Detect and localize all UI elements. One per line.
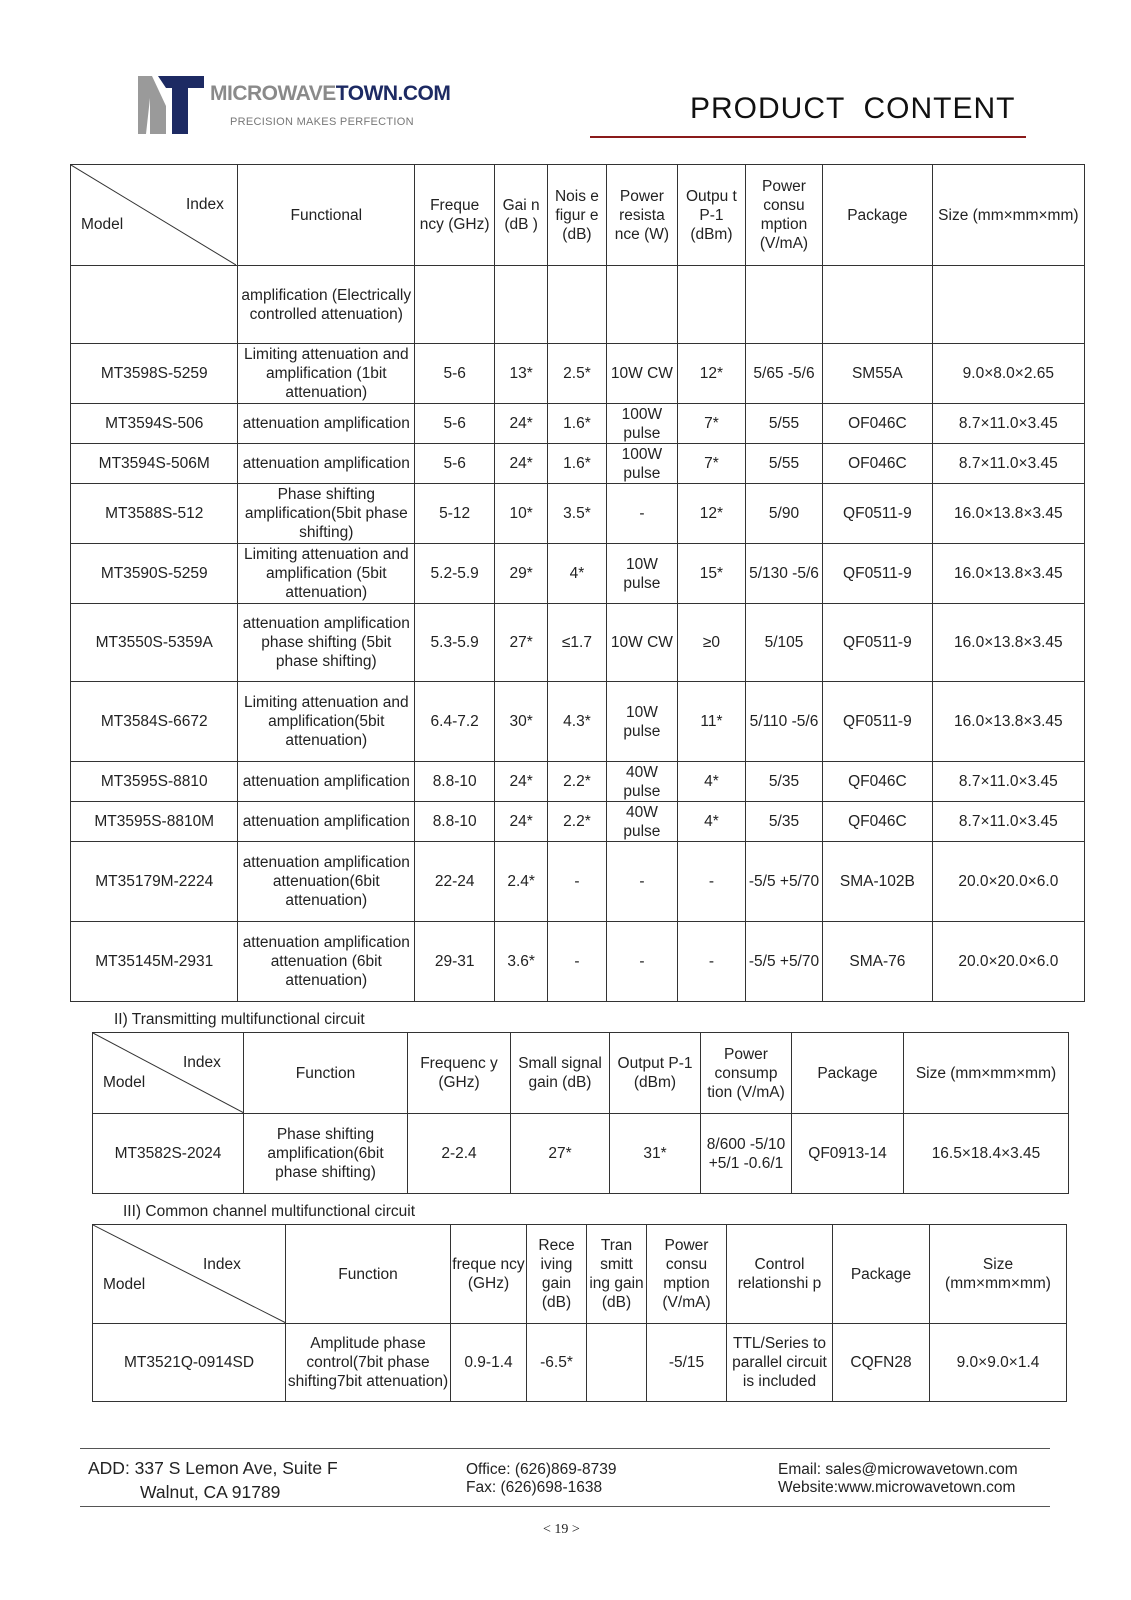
table-cell: 12* bbox=[677, 484, 745, 544]
column-header: Gai n (dB ) bbox=[495, 165, 548, 266]
column-header: Function bbox=[286, 1225, 451, 1324]
table-cell: 30* bbox=[495, 682, 548, 762]
table-cell: 29* bbox=[495, 544, 548, 604]
table-cell: 8.7×11.0×3.45 bbox=[932, 444, 1084, 484]
table-header-row bbox=[93, 1033, 1069, 1114]
table-cell: - bbox=[606, 484, 677, 544]
column-header: Tran smitt ing gain (dB) bbox=[587, 1225, 647, 1324]
diagonal-line bbox=[93, 1225, 286, 1323]
table-cell: 100W pulse bbox=[606, 404, 677, 444]
table-cell: 5.2-5.9 bbox=[415, 544, 495, 604]
table-cell: 31* bbox=[610, 1114, 701, 1194]
table-cell: 100W pulse bbox=[606, 444, 677, 484]
table-cell: 1.6* bbox=[548, 444, 607, 484]
table-cell: 1.6* bbox=[548, 404, 607, 444]
logo-tagline: PRECISION MAKES PERFECTION bbox=[230, 116, 414, 128]
column-header: Control relationshi p bbox=[727, 1225, 833, 1324]
table-row bbox=[71, 802, 1085, 842]
table-cell: 4* bbox=[677, 802, 745, 842]
table-cell: attenuation amplification phase shifting (5bit phase shifting) bbox=[238, 604, 415, 682]
table-cell: 5/105 bbox=[745, 604, 822, 682]
table-cell: ≥0 bbox=[677, 604, 745, 682]
company-logo bbox=[138, 72, 451, 142]
table-cell: 24* bbox=[495, 444, 548, 484]
table-cell: 8.7×11.0×3.45 bbox=[932, 802, 1084, 842]
table-cell: 24* bbox=[495, 404, 548, 444]
table-cell: 24* bbox=[495, 802, 548, 842]
model-cell: MT3594S-506M bbox=[71, 444, 238, 484]
footer-address-line2: Walnut, CA 91789 bbox=[140, 1482, 281, 1502]
model-cell: MT3584S-6672 bbox=[71, 682, 238, 762]
table-cell: OF046C bbox=[823, 444, 933, 484]
model-cell: MT3595S-8810 bbox=[71, 762, 238, 802]
table-cell: 8.7×11.0×3.45 bbox=[932, 404, 1084, 444]
table-cell: 16.0×13.8×3.45 bbox=[932, 484, 1084, 544]
table-row bbox=[71, 404, 1085, 444]
model-cell: MT3595S-8810M bbox=[71, 802, 238, 842]
table-row bbox=[71, 344, 1085, 404]
table-cell: - bbox=[606, 842, 677, 922]
table-cell: 10W pulse bbox=[606, 682, 677, 762]
table-body bbox=[93, 1114, 1069, 1194]
table-row bbox=[71, 682, 1085, 762]
table-cell: - bbox=[677, 922, 745, 1002]
footer-website: Website:www.microwavetown.com bbox=[778, 1479, 1016, 1496]
table-cell bbox=[823, 266, 933, 344]
table-cell: CQFN28 bbox=[833, 1324, 930, 1402]
model-cell: MT3598S-5259 bbox=[71, 344, 238, 404]
table-cell: 10W CW bbox=[606, 344, 677, 404]
table-cell: 27* bbox=[495, 604, 548, 682]
section-title-transmitting: II) Transmitting multifunctional circuit bbox=[114, 1011, 365, 1028]
table-row bbox=[93, 1324, 1067, 1402]
table-cell: 16.0×13.8×3.45 bbox=[932, 544, 1084, 604]
table-cell: 6.4-7.2 bbox=[415, 682, 495, 762]
column-header: Output P-1 (dBm) bbox=[610, 1033, 701, 1114]
index-label: Index bbox=[183, 1054, 221, 1071]
table-cell: 5/55 bbox=[745, 444, 822, 484]
footer-address-line1: ADD: 337 S Lemon Ave, Suite F bbox=[88, 1458, 338, 1478]
transmitting-circuit-table bbox=[92, 1032, 1069, 1194]
model-label: Model bbox=[103, 1074, 146, 1091]
table-cell: 10W pulse bbox=[606, 544, 677, 604]
table-cell: 5-6 bbox=[415, 404, 495, 444]
table-cell: 4* bbox=[677, 762, 745, 802]
table-cell: 8.8-10 bbox=[415, 762, 495, 802]
table-cell: SMA-76 bbox=[823, 922, 933, 1002]
table-cell: 16.0×13.8×3.45 bbox=[932, 604, 1084, 682]
diagonal-header-cell bbox=[71, 165, 238, 266]
table-cell: -6.5* bbox=[527, 1324, 587, 1402]
column-header: Package bbox=[792, 1033, 904, 1114]
table-cell: - bbox=[677, 842, 745, 922]
table-cell: Phase shifting amplification(6bit phase shifting) bbox=[244, 1114, 408, 1194]
footer-email: Email: sales@microwavetown.com bbox=[778, 1461, 1018, 1478]
table-cell bbox=[932, 266, 1084, 344]
column-header: Nois e figur e (dB) bbox=[548, 165, 607, 266]
table-cell: 5-12 bbox=[415, 484, 495, 544]
model-cell: MT35145M-2931 bbox=[71, 922, 238, 1002]
table-cell: 15* bbox=[677, 544, 745, 604]
table-cell: 40W pulse bbox=[606, 762, 677, 802]
model-cell: MT3594S-506 bbox=[71, 404, 238, 444]
table-cell: TTL/Series to parallel circuit is included bbox=[727, 1324, 833, 1402]
table-cell: attenuation amplification attenuation(6bit attenuation) bbox=[238, 842, 415, 922]
index-label: Index bbox=[186, 196, 224, 213]
amplifier-product-table bbox=[70, 164, 1085, 1002]
table-cell: 29-31 bbox=[415, 922, 495, 1002]
table-cell: 5.3-5.9 bbox=[415, 604, 495, 682]
table-cell: 5/65 -5/6 bbox=[745, 344, 822, 404]
column-header: Frequenc y (GHz) bbox=[408, 1033, 511, 1114]
model-cell: MT3521Q-0914SD bbox=[93, 1324, 286, 1402]
column-header: Function bbox=[244, 1033, 408, 1114]
footer-divider bbox=[80, 1448, 1050, 1449]
column-header: Package bbox=[833, 1225, 930, 1324]
column-header: Functional bbox=[238, 165, 415, 266]
table-cell bbox=[587, 1324, 647, 1402]
table-cell: 16.5×18.4×3.45 bbox=[904, 1114, 1069, 1194]
table-cell: SM55A bbox=[823, 344, 933, 404]
table-row bbox=[71, 762, 1085, 802]
table-body bbox=[71, 266, 1085, 1002]
table-cell: 5/35 bbox=[745, 762, 822, 802]
table-cell: 5/55 bbox=[745, 404, 822, 444]
common-channel-table bbox=[92, 1224, 1067, 1402]
table-cell: Limiting attenuation and amplification (5bit attenuation) bbox=[238, 544, 415, 604]
table-cell: QF046C bbox=[823, 802, 933, 842]
table-cell: 4.3* bbox=[548, 682, 607, 762]
table-row bbox=[93, 1114, 1069, 1194]
column-header: Small signal gain (dB) bbox=[511, 1033, 610, 1114]
model-label: Model bbox=[103, 1276, 146, 1293]
logo-wordmark: MICROWAVETOWN.COM bbox=[210, 82, 451, 105]
diagonal-header-cell bbox=[93, 1033, 244, 1114]
table-cell: QF0511-9 bbox=[823, 604, 933, 682]
table-cell: - bbox=[606, 922, 677, 1002]
table-cell: 20.0×20.0×6.0 bbox=[932, 922, 1084, 1002]
table-row bbox=[71, 484, 1085, 544]
model-label: Model bbox=[81, 216, 124, 233]
table-cell: 9.0×9.0×1.4 bbox=[930, 1324, 1067, 1402]
table-cell bbox=[745, 266, 822, 344]
table-row bbox=[71, 266, 1085, 344]
title-underline bbox=[590, 136, 1026, 138]
table-cell bbox=[677, 266, 745, 344]
column-header: freque ncy (GHz) bbox=[451, 1225, 527, 1324]
table-cell: 16.0×13.8×3.45 bbox=[932, 682, 1084, 762]
footer-fax: Fax: (626)698-1638 bbox=[466, 1479, 603, 1496]
model-cell: MT3590S-5259 bbox=[71, 544, 238, 604]
footer-divider bbox=[80, 1506, 1050, 1507]
table-cell: 8/600 -5/10 +5/1 -0.6/1 bbox=[701, 1114, 792, 1194]
table-cell: attenuation amplification bbox=[238, 404, 415, 444]
column-header: Size (mm×mm×mm) bbox=[930, 1225, 1067, 1324]
index-label: Index bbox=[203, 1256, 241, 1273]
column-header: Rece iving gain (dB) bbox=[527, 1225, 587, 1324]
table-cell bbox=[415, 266, 495, 344]
table-cell: 5-6 bbox=[415, 344, 495, 404]
table-cell: 3.6* bbox=[495, 922, 548, 1002]
table-cell: 22-24 bbox=[415, 842, 495, 922]
table-cell: 24* bbox=[495, 762, 548, 802]
table-cell: 20.0×20.0×6.0 bbox=[932, 842, 1084, 922]
table-cell: 5/110 -5/6 bbox=[745, 682, 822, 762]
table-cell: 2.2* bbox=[548, 762, 607, 802]
table-cell: attenuation amplification bbox=[238, 762, 415, 802]
table-body bbox=[93, 1324, 1067, 1402]
table-cell: 27* bbox=[511, 1114, 610, 1194]
table-cell: QF0511-9 bbox=[823, 544, 933, 604]
table-cell: QF046C bbox=[823, 762, 933, 802]
table-row bbox=[71, 842, 1085, 922]
column-header: Size (mm×mm×mm) bbox=[904, 1033, 1069, 1114]
table-cell: 12* bbox=[677, 344, 745, 404]
table-cell: Amplitude phase control(7bit phase shifting7bit attenuation) bbox=[286, 1324, 451, 1402]
table-cell: 5/130 -5/6 bbox=[745, 544, 822, 604]
column-header: Size (mm×mm×mm) bbox=[932, 165, 1084, 266]
table-cell: 10W CW bbox=[606, 604, 677, 682]
model-cell: MT3588S-512 bbox=[71, 484, 238, 544]
table-cell: 11* bbox=[677, 682, 745, 762]
table-cell bbox=[548, 266, 607, 344]
table-cell: 3.5* bbox=[548, 484, 607, 544]
table-cell: 7* bbox=[677, 444, 745, 484]
table-cell: -5/5 +5/70 bbox=[745, 842, 822, 922]
table-cell: Limiting attenuation and amplification (1bit attenuation) bbox=[238, 344, 415, 404]
table-cell: OF046C bbox=[823, 404, 933, 444]
table-cell: amplification (Electrically controlled attenuation) bbox=[238, 266, 415, 344]
table-cell: attenuation amplification bbox=[238, 802, 415, 842]
table-cell: 4* bbox=[548, 544, 607, 604]
table-cell: ≤1.7 bbox=[548, 604, 607, 682]
table-cell bbox=[495, 266, 548, 344]
model-cell: MT3550S-5359A bbox=[71, 604, 238, 682]
table-cell: 7* bbox=[677, 404, 745, 444]
table-cell: QF0511-9 bbox=[823, 682, 933, 762]
table-cell: 40W pulse bbox=[606, 802, 677, 842]
table-cell: 5-6 bbox=[415, 444, 495, 484]
column-header: Package bbox=[823, 165, 933, 266]
table-cell: -5/5 +5/70 bbox=[745, 922, 822, 1002]
table-cell: QF0511-9 bbox=[823, 484, 933, 544]
diagonal-header-cell bbox=[93, 1225, 286, 1324]
table-cell: QF0913-14 bbox=[792, 1114, 904, 1194]
table-row bbox=[71, 444, 1085, 484]
table-header-row bbox=[93, 1225, 1067, 1324]
table-row bbox=[71, 604, 1085, 682]
table-cell: attenuation amplification bbox=[238, 444, 415, 484]
table-cell: 10* bbox=[495, 484, 548, 544]
column-header: Outpu t P-1 (dBm) bbox=[677, 165, 745, 266]
table-cell: 5/90 bbox=[745, 484, 822, 544]
table-row bbox=[71, 544, 1085, 604]
table-cell: 8.7×11.0×3.45 bbox=[932, 762, 1084, 802]
column-header: Power consump tion (V/mA) bbox=[701, 1033, 792, 1114]
column-header: Freque ncy (GHz) bbox=[415, 165, 495, 266]
table-cell: 2.4* bbox=[495, 842, 548, 922]
table-cell: - bbox=[548, 842, 607, 922]
table-cell: 9.0×8.0×2.65 bbox=[932, 344, 1084, 404]
table-cell: 5/35 bbox=[745, 802, 822, 842]
table-cell bbox=[606, 266, 677, 344]
table-cell: 2.2* bbox=[548, 802, 607, 842]
page-number: < 19 > bbox=[543, 1522, 580, 1537]
model-cell: MT3582S-2024 bbox=[93, 1114, 244, 1194]
footer-office-phone: Office: (626)869-8739 bbox=[466, 1461, 617, 1478]
section-title-common-channel: III) Common channel multifunctional circuit bbox=[123, 1203, 416, 1220]
table-cell: 2-2.4 bbox=[408, 1114, 511, 1194]
column-header: Power consu mption (V/mA) bbox=[647, 1225, 727, 1324]
logo-mark-icon bbox=[138, 72, 208, 134]
table-cell: 0.9-1.4 bbox=[451, 1324, 527, 1402]
table-row bbox=[71, 922, 1085, 1002]
column-header: Power resista nce (W) bbox=[606, 165, 677, 266]
page-title: PRODUCT CONTENT bbox=[690, 92, 1016, 125]
model-cell bbox=[71, 266, 238, 344]
table-cell: attenuation amplification attenuation (6bit attenuation) bbox=[238, 922, 415, 1002]
table-cell: -5/15 bbox=[647, 1324, 727, 1402]
table-cell: 13* bbox=[495, 344, 548, 404]
table-cell: Phase shifting amplification(5bit phase shifting) bbox=[238, 484, 415, 544]
model-cell: MT35179M-2224 bbox=[71, 842, 238, 922]
table-cell: 2.5* bbox=[548, 344, 607, 404]
table-cell: Limiting attenuation and amplification(5bit attenuation) bbox=[238, 682, 415, 762]
table-cell: SMA-102B bbox=[823, 842, 933, 922]
table-header-row bbox=[71, 165, 1085, 266]
table-cell: 8.8-10 bbox=[415, 802, 495, 842]
table-cell: - bbox=[548, 922, 607, 1002]
column-header: Power consu mption (V/mA) bbox=[745, 165, 822, 266]
